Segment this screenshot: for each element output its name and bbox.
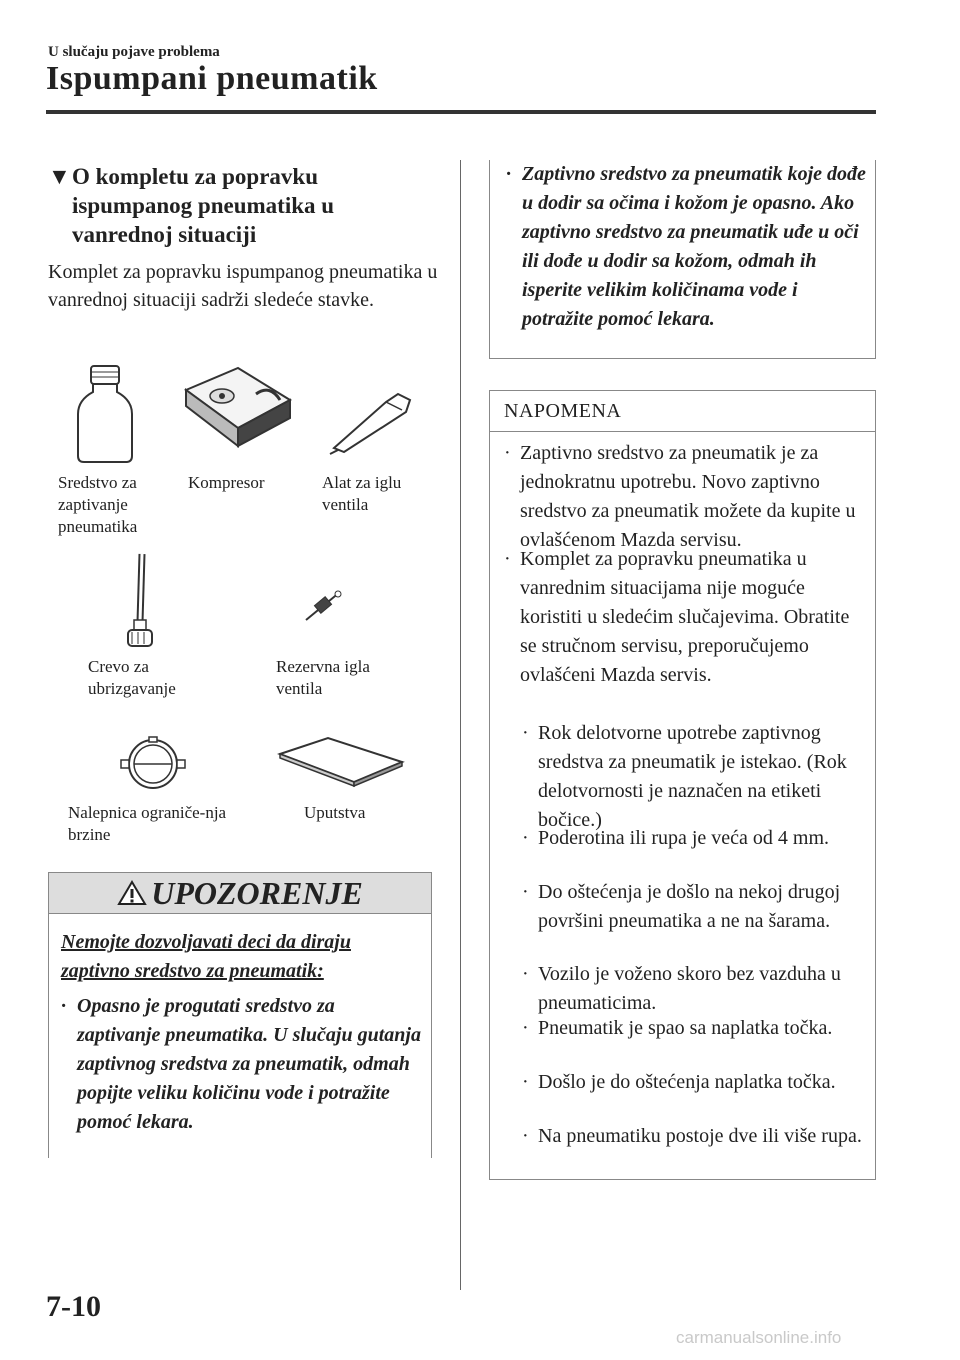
note-header [490,391,875,432]
section-heading [48,162,438,249]
note-subitem-text: Vozilo je voženo skoro bez vazduha u pneumaticima. [538,963,841,1014]
note-subitem-text: Rok delotvorne upotrebe zaptivnog sredstva za pneumatik je istekao. (Rok delotvornosti je naznačen na etiketi bočice.) [538,722,847,831]
note-subitem [522,878,866,936]
warning-header [49,872,431,914]
kit-item-label: Sredstvo za zaptivanje pneumatika [58,473,138,536]
note-item-text: Komplet za popravku pneumatika u vanrednim situacijama nije moguće koristiti u sledećim slučajevima. Obratite se stručnom servisu, preporučujemo ovlašćeni Mazda servis. [520,548,850,686]
valve-tool-icon [326,386,416,456]
bullet: · [522,881,529,903]
column-divider [460,160,461,1290]
kit-item-label: Rezervna igla ventila [276,657,370,698]
kit-item-label: Alat za iglu ventila [322,473,402,514]
compressor-icon [178,360,298,460]
kit-item-label: Nalepnica ograniče-nja brzine [68,803,227,844]
bottle-icon [74,364,136,464]
kit-item-label: Kompresor [188,473,265,492]
intro-paragraph: Komplet za popravku ispumpanog pneumatika u vanrednoj situaciji sadrži sledeće stavke. [48,261,438,311]
page-title: Ispumpani pneumatik [46,60,378,97]
note-subitem [522,960,866,1018]
hose-icon [118,552,162,652]
note-subitem [522,719,866,835]
note-subitem [522,1014,866,1043]
watermark: carmanualsonline.info [676,1328,842,1347]
bullet: · [504,548,511,570]
speed-sticker-icon [118,734,188,794]
note-subitem [522,1068,866,1097]
warning-item [506,160,868,334]
note-subitem-text: Poderotina ili rupa je veća od 4 mm. [538,827,830,849]
bullet: · [506,163,511,185]
bullet: · [522,827,529,849]
note-subitem-text: Na pneumatiku postoje dve ili više rupa. [538,1125,862,1147]
note-item [504,545,866,690]
bullet: · [61,995,66,1017]
note-subitem-text: Do oštećenja je došlo na nekoj drugoj površini pneumatika a ne na šarama. [538,881,841,932]
bullet: · [504,442,511,464]
note-subitem-text: Došlo je do oštećenja naplatka točka. [538,1071,836,1093]
warning-box-continued [489,160,876,359]
warning-item [61,992,421,1137]
kit-item-label: Uputstva [304,803,366,822]
page-number: 7-10 [46,1290,101,1323]
warning-box [48,872,432,1158]
bullet: · [522,1071,529,1093]
bullet: · [522,1017,529,1039]
note-subitem-text: Pneumatik je spao sa naplatka točka. [538,1017,833,1039]
kit-item-label: Crevo za ubrizgavanje [88,657,176,698]
warning-triangle-icon [117,880,147,906]
title-rule [46,110,876,114]
note-subitem [522,824,866,853]
note-box [489,390,876,1180]
warning-item-text: Opasno je progutati sredstvo za zaptivanje pneumatika. U slučaju gutanja zaptivnog sredstva za pneumatik, odmah popijte veliku količinu vode i potražite pomoć lekara. [77,995,421,1133]
valve-core-icon [300,586,350,626]
bullet: · [522,963,529,985]
warning-subtitle: Nemojte dozvoljavati deci da diraju zaptivno sredstvo za pneumatik: [61,931,351,982]
manual-icon [276,736,406,790]
note-item-text: Zaptivno sredstvo za pneumatik je za jednokratnu upotrebu. Novo zaptivno sredstvo za pneumatik možete da kupite u ovlašćenom Mazda servisu. [520,442,856,551]
bullet: · [522,1125,529,1147]
note-title: NAPOMENA [504,400,622,422]
warning-item-text: Zaptivno sredstvo za pneumatik koje dođe u dodir sa očima i kožom je opasno. Ako zaptivno sredstvo za pneumatik uđe u oči ili dođe u dodir sa kožom, odmah ih isperite velikim količinama vode i potražite pomoć lekara. [522,163,866,330]
warning-title: UPOZORENJE [151,875,363,911]
note-subitem [522,1122,866,1151]
note-item [504,439,866,555]
breadcrumb: U slučaju pojave problema [48,44,220,60]
section-heading-text: O kompletu za popravku ispumpanog pneumatika u vanrednoj situaciji [72,164,335,247]
triangle-marker-icon: ▼ [48,164,71,189]
bullet: · [522,722,529,744]
